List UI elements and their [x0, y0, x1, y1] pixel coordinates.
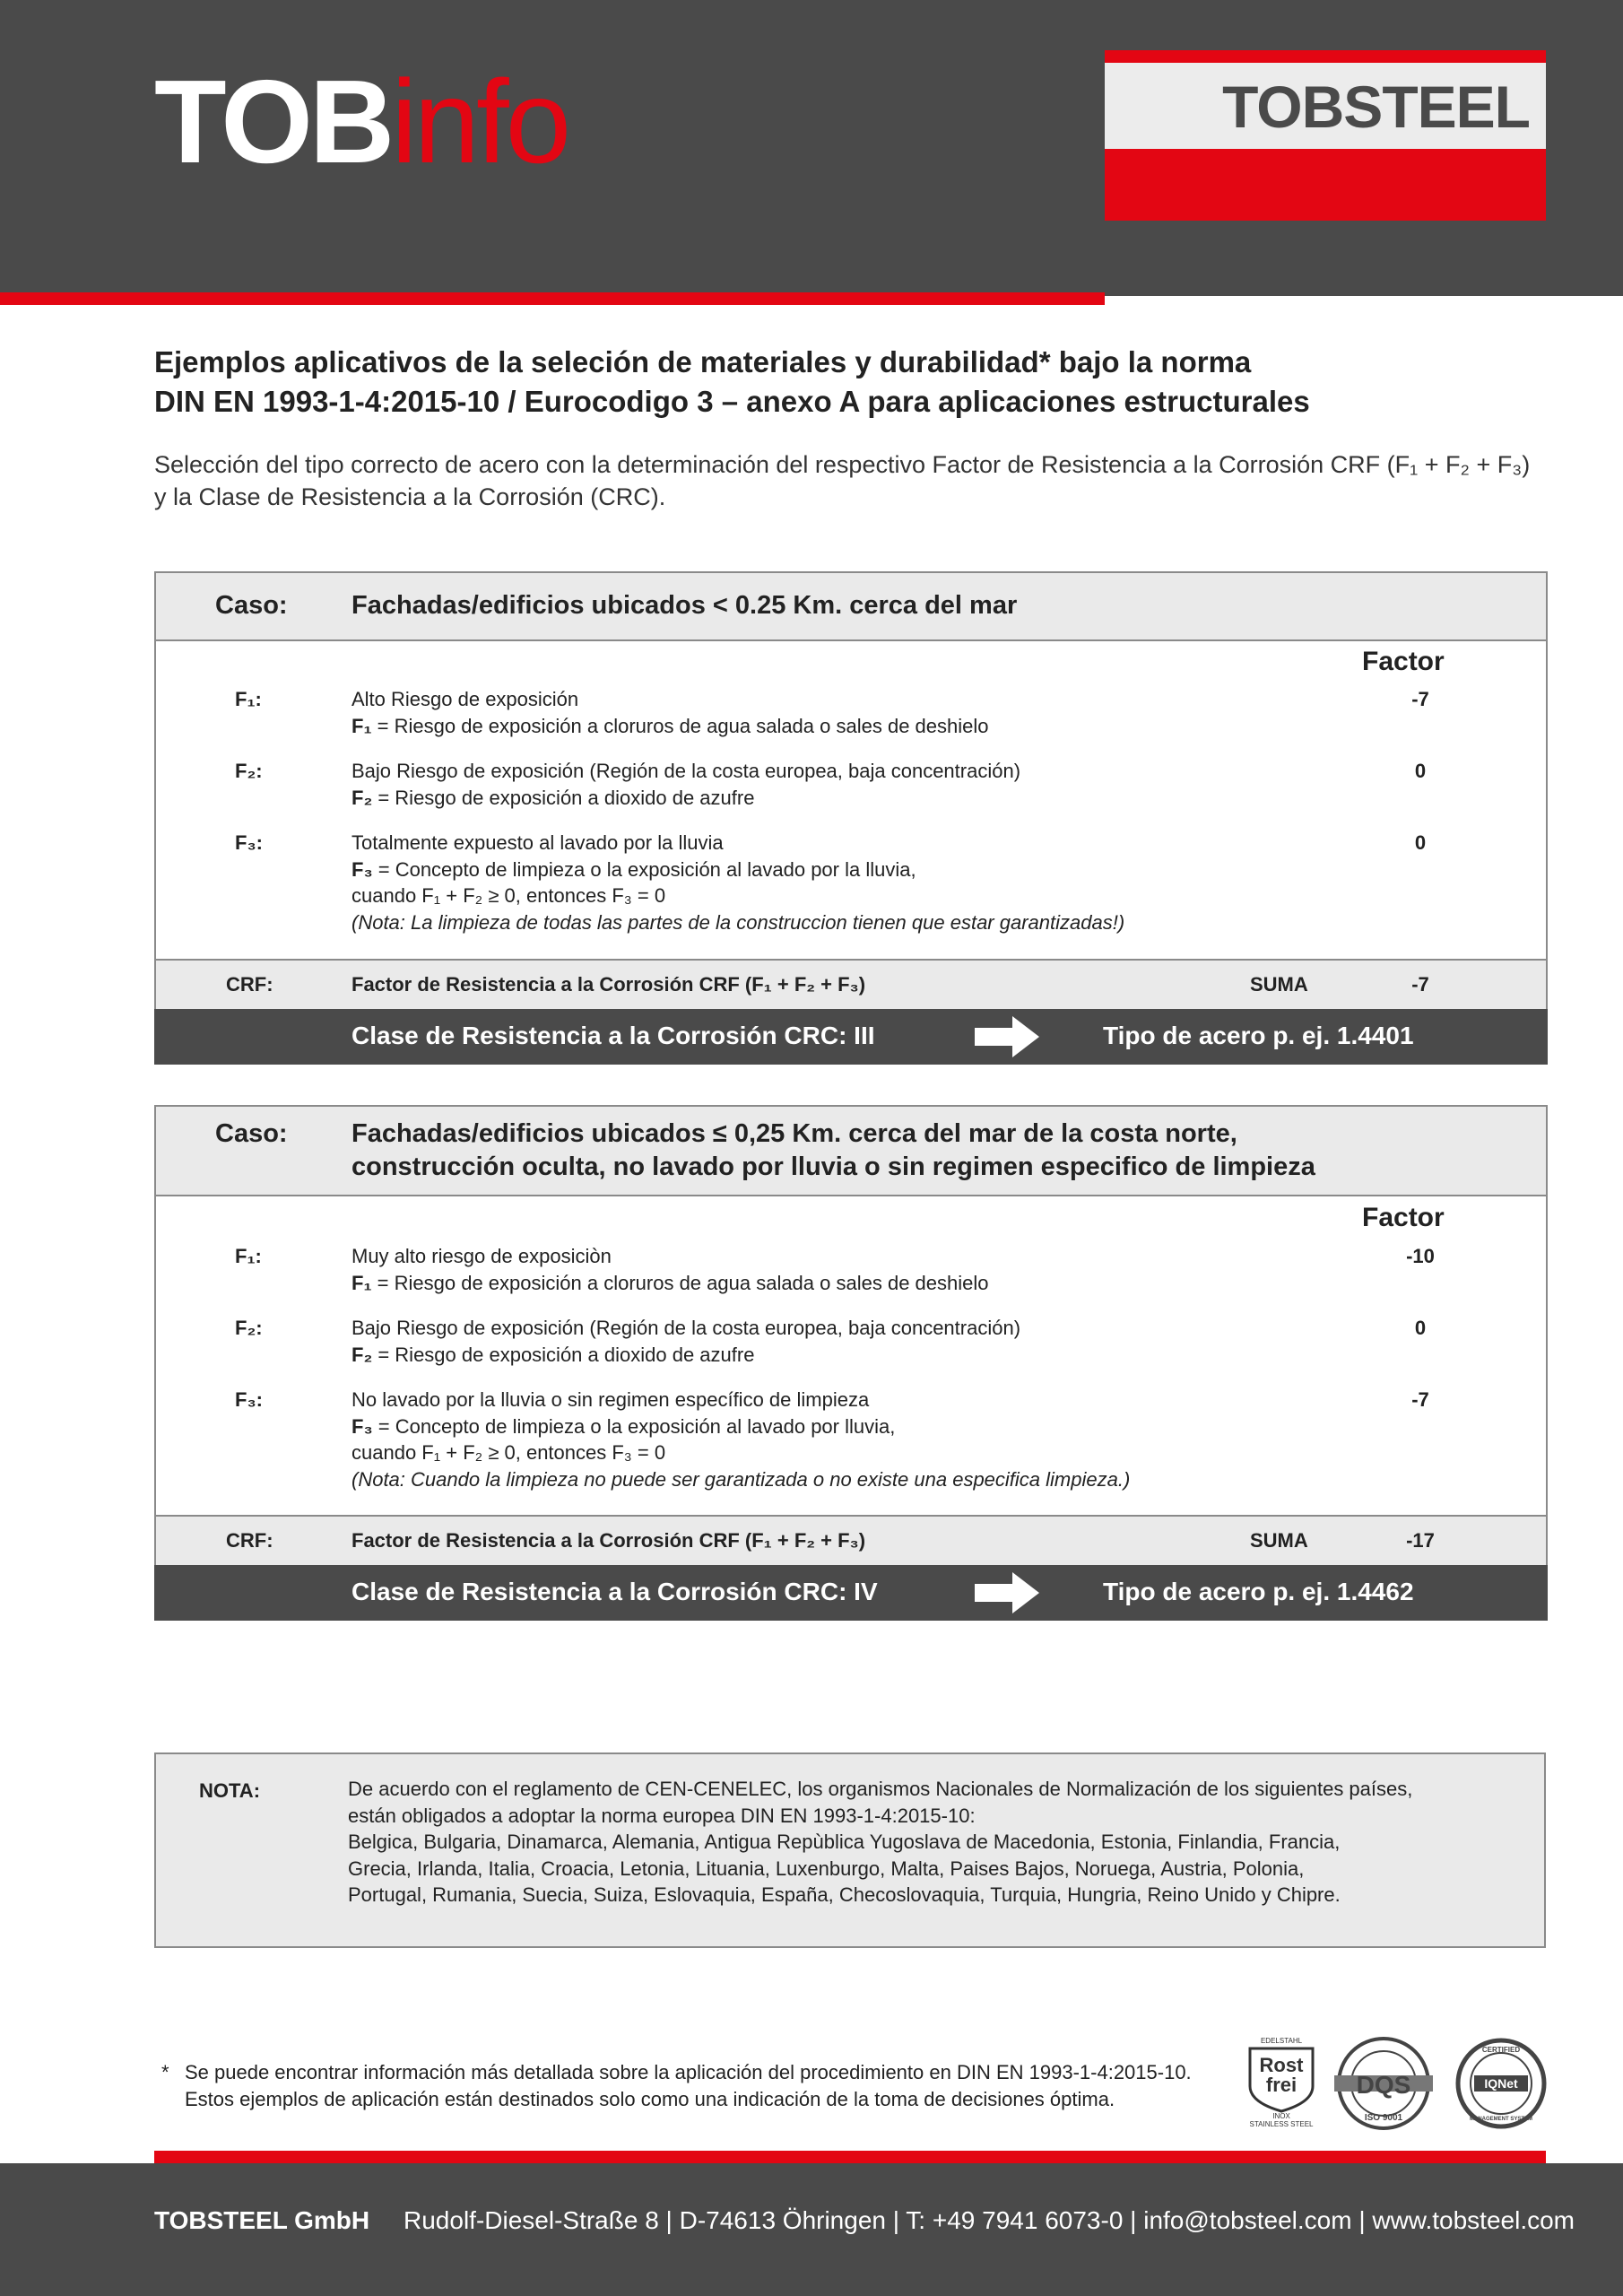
- case-1-label: Caso:: [215, 591, 288, 620]
- case-2-suma-label: SUMA: [1250, 1529, 1308, 1552]
- case-1-f1-label: F₁:: [235, 688, 262, 710]
- case-2-f2-symbol: F₂: [352, 1343, 373, 1366]
- rostfrei-seal-icon: [1236, 2034, 1327, 2127]
- case-2-label: Caso:: [215, 1119, 288, 1148]
- case-2-f3-line3: cuando F₁ + F₂ ≥ 0, entonces F₃ = 0: [352, 1441, 666, 1464]
- case-2-crc-text: Clase de Resistencia a la Corrosión CRC: IV: [352, 1578, 878, 1605]
- dqs-text: DQS: [1356, 2071, 1411, 2099]
- case-1-header: [156, 573, 1546, 641]
- case-1-factor-header: Factor: [1362, 647, 1445, 676]
- iqnet-seal-icon: [1454, 2034, 1548, 2133]
- tobsteel-logo-band: [1105, 63, 1546, 149]
- iqnet-bottom-text: MANAGEMENT SYSTEM: [1469, 2117, 1533, 2122]
- nota-line1: De acuerdo con el reglamento de CEN-CENELEC, los organismos Nacionales de Normalización de los siguientes países,: [348, 1778, 1413, 1800]
- case-1-f1-desc: = Riesgo de exposición a cloruros de agua salada o sales de deshielo: [371, 714, 989, 737]
- case-1-suma-label: SUMA: [1250, 973, 1308, 996]
- case-2-f1-line2: [352, 1270, 1338, 1297]
- footnote-line1: Se puede encontrar información más detallada sobre la aplicación del procedimiento en DIN EN 1993-1-4:2015-10.: [185, 2061, 1192, 2083]
- case-2-f1-desc: = Riesgo de exposición a cloruros de agua salada o sales de deshielo: [371, 1271, 989, 1294]
- case-2-f2-value: 0: [1414, 1317, 1427, 1339]
- case-2-f3-desc: = Concepto de limpieza o la exposición al lavado por lluvia,: [372, 1414, 896, 1438]
- case-2-f2-desc: = Riesgo de exposición a dioxido de azufre: [372, 1343, 755, 1366]
- case-1-crf-row: [156, 959, 1546, 1009]
- header-red-line: [0, 292, 1105, 305]
- case-1-f2-value: 0: [1414, 760, 1427, 782]
- footer-contact[interactable]: Rudolf-Diesel-Straße 8 | D-74613 Öhringen | T: +49 7941 6073-0 | info@tobsteel.com | www.tobsteel.com: [404, 2206, 1575, 2234]
- case-1-f3-symbol: F₃: [352, 857, 373, 881]
- footnote: [161, 2059, 1255, 2112]
- case-1-f3-note: (Nota: La limpieza de todas las partes de la construccion tienen que estar garantizadas!): [352, 910, 1125, 934]
- dqs-seal-icon: [1334, 2034, 1433, 2133]
- case-1-f2-label: F₂:: [235, 760, 263, 782]
- rostfrei-top-text: EDELSTAHL: [1260, 2037, 1303, 2045]
- case-1-f3-value: 0: [1414, 831, 1427, 854]
- case-1-f1-line2: [352, 713, 1338, 740]
- case-2-f3-label: F₃:: [235, 1388, 263, 1411]
- case-1-f3-desc: = Concepto de limpieza o la exposición al lavado por la lluvia,: [372, 857, 916, 881]
- case-2-f3-value: -7: [1411, 1388, 1429, 1411]
- tobsteel-logo: [1105, 50, 1546, 221]
- case-1-f1-text: [352, 686, 1338, 739]
- case-2-f3-text: [352, 1387, 1338, 1492]
- case-2-f3-line1: No lavado por la lluvia o sin regimen específico de limpieza: [352, 1388, 870, 1411]
- intro-line2: y la Clase de Resistencia a la Corrosión (CRC).: [154, 483, 666, 510]
- case-2-f3-symbol: F₃: [352, 1414, 373, 1438]
- page-footer: [0, 2163, 1623, 2296]
- iqnet-text: IQNet: [1484, 2076, 1518, 2091]
- case-1-f3-label: F₃:: [235, 831, 263, 854]
- case-1-f2-line2: [352, 785, 1338, 812]
- case-2-title-line2: construcción oculta, no lavado por lluvia o sin regimen especifico de limpieza: [352, 1152, 1315, 1181]
- nota-line3: Belgica, Bulgaria, Dinamarca, Alemania, Antigua Repùblica Yugoslava de Macedonia, Estonia, Finlandia, Francia,: [348, 1831, 1341, 1853]
- footnote-line2: Estos ejemplos de aplicación están destinados solo como una indicación de la toma de decisiones óptima.: [185, 2087, 1115, 2110]
- case-2-title: [352, 1118, 1315, 1184]
- case-2-f1-symbol: F₁: [352, 1271, 372, 1294]
- brand-tob: TOB: [154, 56, 392, 187]
- rostfrei-main1-text: Rost: [1259, 2054, 1304, 2076]
- nota-line4: Grecia, Irlanda, Italia, Croacia, Letonia, Lituania, Luxenburgo, Malta, Paises Bajos, Noruega, Austria, Polonia,: [348, 1857, 1305, 1880]
- case-2-suma-value: -17: [1406, 1529, 1435, 1552]
- case-2-f2-line1: Bajo Riesgo de exposición (Región de la costa europea, baja concentración): [352, 1317, 1021, 1339]
- arrow-right-icon: [975, 1572, 1039, 1613]
- case-1-f3-text: [352, 830, 1338, 935]
- case-1-crc-text: Clase de Resistencia a la Corrosión CRC: III: [352, 1022, 875, 1049]
- case-1-crf-label: CRF:: [226, 973, 273, 996]
- rostfrei-bottom2-text: STAINLESS STEEL: [1249, 2120, 1314, 2127]
- nota-line5: Portugal, Rumania, Suecia, Suiza, Eslovaquia, España, Checoslovaquia, Turquia, Hungria, Reino Unido y Chipre.: [348, 1883, 1341, 1906]
- case-1-crf-text: Factor de Resistencia a la Corrosión CRF (F₁ + F₂ + F₃): [352, 973, 866, 996]
- case-2-f2-text: [352, 1315, 1338, 1368]
- case-2-header: [156, 1107, 1546, 1196]
- case-2-f2-line2: [352, 1342, 1338, 1369]
- nota-box: [154, 1752, 1546, 1948]
- case-1-f2-desc: = Riesgo de exposición a dioxido de azufre: [372, 786, 755, 809]
- page-header: [0, 0, 1623, 296]
- case-2-f1-label: F₁:: [235, 1245, 262, 1267]
- tobsteel-logo-text: TOBSTEEL: [1222, 74, 1530, 140]
- case-2-crc-row: [154, 1565, 1548, 1621]
- intro-line1: Selección del tipo correcto de acero con la determinación del respectivo Factor de Resistencia a la Corrosión CRF (F₁ + F₂ + F₃): [154, 451, 1531, 478]
- case-2-f1-line1: Muy alto riesgo de exposiciòn: [352, 1245, 612, 1267]
- rostfrei-main2-text: frei: [1265, 2074, 1298, 2096]
- intro-text: [154, 448, 1553, 513]
- nota-line2: están obligados a adoptar la norma europea DIN EN 1993-1-4:2015-10:: [348, 1804, 976, 1827]
- case-1-title: Fachadas/edificios ubicados < 0.25 Km. cerca del mar: [352, 591, 1018, 620]
- page-title: [154, 343, 1499, 422]
- case-1-suma-value: -7: [1411, 973, 1429, 996]
- footer-red-line: [154, 2151, 1546, 2163]
- dqs-iso-text: ISO 9001: [1364, 2113, 1403, 2123]
- case-1-crc-row: [154, 1009, 1548, 1065]
- page-title-line1: Ejemplos aplicativos de la seleción de materiales y durabilidad* bajo la norma: [154, 345, 1252, 378]
- tobinfo-logo: [154, 56, 568, 187]
- case-1-f2-symbol: F₂: [352, 786, 373, 809]
- case-1-f3-line2: [352, 857, 1338, 883]
- case-1-f3-line1: Totalmente expuesto al lavado por la lluvia: [352, 831, 724, 854]
- case-2-crf-label: CRF:: [226, 1529, 273, 1552]
- case-1-f1-value: -7: [1411, 688, 1429, 710]
- case-1-f3-line3: cuando F₁ + F₂ ≥ 0, entonces F₃ = 0: [352, 884, 666, 907]
- page-title-line2: DIN EN 1993-1-4:2015-10 / Eurocodigo 3 – anexo A para aplicaciones estructurales: [154, 385, 1310, 418]
- case-2-f1-value: -10: [1406, 1245, 1435, 1267]
- case-2-crf-row: [156, 1515, 1546, 1565]
- brand-info: info: [391, 56, 568, 187]
- rostfrei-bottom1-text: INOX: [1272, 2112, 1290, 2120]
- arrow-right-icon: [975, 1016, 1039, 1057]
- case-2-title-line1: Fachadas/edificios ubicados ≤ 0,25 Km. cerca del mar de la costa norte,: [352, 1119, 1237, 1148]
- case-2-f2-label: F₂:: [235, 1317, 263, 1339]
- case-2-crf-text: Factor de Resistencia a la Corrosión CRF (F₁ + F₂ + F₃): [352, 1529, 866, 1552]
- case-1-f1-line1: Alto Riesgo de exposición: [352, 688, 579, 710]
- case-2-f3-line2: [352, 1413, 1338, 1440]
- nota-label: NOTA:: [199, 1779, 261, 1802]
- case-2-f3-note: (Nota: Cuando la limpieza no puede ser garantizada o no existe una especifica limpieza.): [352, 1467, 1131, 1491]
- footer-company: TOBSTEEL GmbH: [154, 2206, 370, 2234]
- case-1-table: [154, 571, 1548, 1065]
- case-1-f2-text: [352, 758, 1338, 811]
- case-2-factor-header: Factor: [1362, 1203, 1445, 1232]
- case-2-f1-text: [352, 1243, 1338, 1296]
- case-1-steel-type: Tipo de acero p. ej. 1.4401: [1103, 1022, 1414, 1049]
- nota-text: [348, 1776, 1514, 1909]
- case-1-f2-line1: Bajo Riesgo de exposición (Región de la costa europea, baja concentración): [352, 760, 1021, 782]
- case-1-f1-symbol: F₁: [352, 714, 372, 737]
- case-2-steel-type: Tipo de acero p. ej. 1.4462: [1103, 1578, 1414, 1605]
- footnote-star: *: [161, 2061, 169, 2083]
- case-2-table: [154, 1105, 1548, 1621]
- iqnet-top-text: CERTIFIED: [1481, 2046, 1521, 2054]
